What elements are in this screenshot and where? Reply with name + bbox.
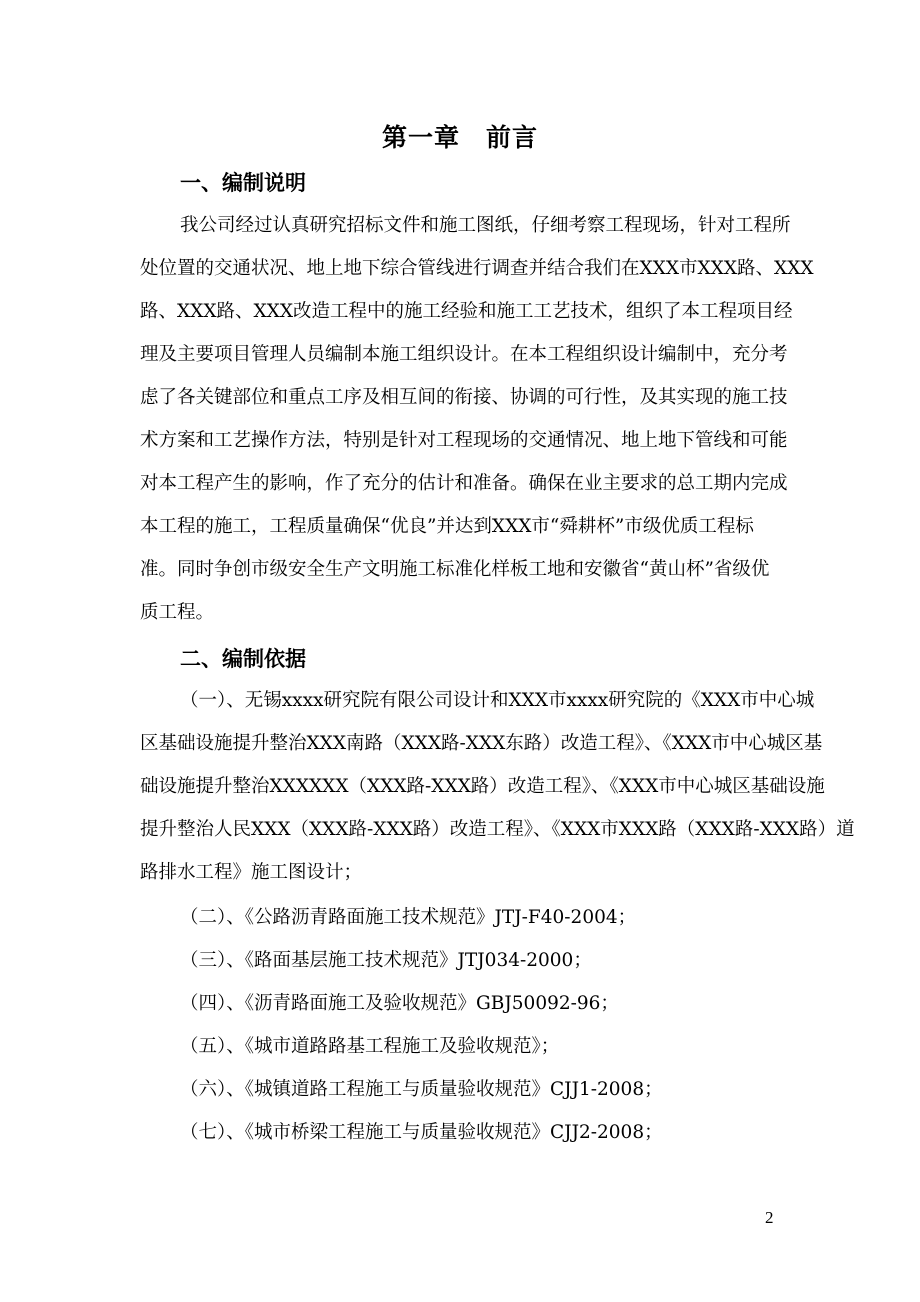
basis-item-line: 础设施提升整治XXXXXX（XXX路-XXX路）改造工程》、《XXX市中心城区基础设施 [140,776,825,797]
paragraph-line: 理及主要项目管理人员编制本施工组织设计。在本工程组织设计编制中，充分考 [140,344,788,365]
section-heading-compilation-basis: 二、编制依据 [180,647,306,671]
basis-item-line: （三）、《路面基层施工技术规范》JTJ034-2000； [180,950,592,971]
paragraph-line: 我公司经过认真研究招标文件和施工图纸，仔细考察工程现场，针对工程所 [180,215,791,236]
section-heading-compilation-notes: 一、编制说明 [180,171,306,195]
basis-item-line: （二）、《公路沥青路面施工技术规范》JTJ-F40-2004； [180,907,637,928]
paragraph-line: 对本工程产生的影响，作了充分的估计和准备。确保在业主要求的总工期内完成 [140,473,788,494]
basis-item-line: （一）、无锡xxxx研究院有限公司设计和XXX市xxxx研究院的《XXX市中心城 [180,690,815,711]
paragraph-line: 路、XXX路、XXX改造工程中的施工经验和施工工艺技术，组织了本工程项目经 [140,301,793,322]
page-number: 2 [765,1208,774,1227]
basis-item-line: 区基础设施提升整治XXX南路（XXX路-XXX东路）改造工程》、《XXX市中心城区基 [140,733,823,754]
basis-item-line: （七）、《城市桥梁工程施工与质量验收规范》CJJ2-2008； [180,1122,663,1143]
paragraph-line: 处位置的交通状况、地上地下综合管线进行调查并结合我们在XXX市XXX路、XXX [140,258,814,279]
basis-item-line: （六）、《城镇道路工程施工与质量验收规范》CJJ1-2008； [180,1079,663,1100]
basis-item-line: （五）、《城市道路路基工程施工及验收规范》； [180,1036,560,1057]
paragraph-line: 术方案和工艺操作方法，特别是针对工程现场的交通情况、地上地下管线和可能 [140,430,788,451]
basis-item-line: 路排水工程》施工图设计； [140,862,363,883]
basis-item-line: （四）、《沥青路面施工及验收规范》GBJ50092-96； [180,993,619,1014]
basis-item-line: 提升整治人民XXX（XXX路-XXX路）改造工程》、《XXX市XXX路（XXX路-XXX路）道 [140,819,855,840]
paragraph-line: 虑了各关键部位和重点工序及相互间的衔接、协调的可行性，及其实现的施工技 [140,387,788,408]
paragraph-line: 质工程。 [140,602,215,623]
paragraph-line: 本工程的施工，工程质量确保“优良”并达到XXX市“舜耕杯”市级优质工程标 [140,516,754,537]
chapter-title: 第一章 前言 [381,123,538,152]
paragraph-line: 准。同时争创市级安全生产文明施工标准化样板工地和安徽省“黄山杯”省级优 [140,559,770,580]
